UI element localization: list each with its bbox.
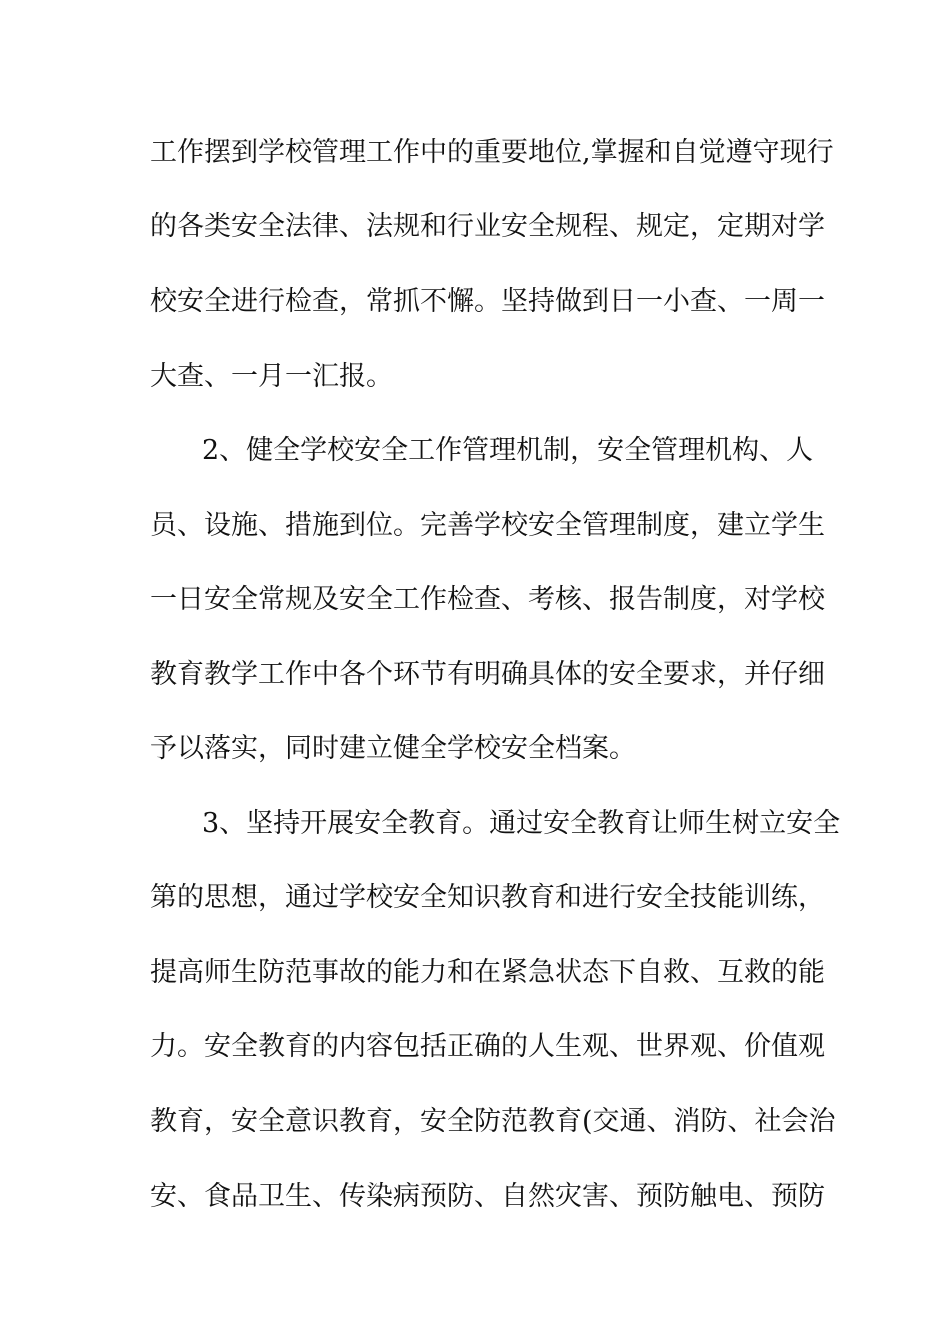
text-line: 大查、一月一汇报。	[150, 361, 393, 392]
paragraph-first-line: 3、坚持开展安全教育。通过安全教育让师生树立安全	[202, 808, 841, 839]
text-line: 力。安全教育的内容包括正确的人生观、世界观、价值观	[150, 1031, 825, 1062]
text-line: 一日安全常规及安全工作检查、考核、报告制度，对学校	[150, 584, 825, 615]
text-line: 予以落实，同时建立健全学校安全档案。	[150, 733, 636, 764]
text-line: 的各类安全法律、法规和行业安全规程、规定，定期对学	[150, 211, 825, 242]
text-line: 员、设施、措施到位。完善学校安全管理制度，建立学生	[150, 510, 825, 541]
text-line: 第的思想，通过学校安全知识教育和进行安全技能训练，	[150, 882, 825, 913]
text-line: 工作摆到学校管理工作中的重要地位,掌握和自觉遵守现行	[150, 137, 834, 168]
paragraph-first-line: 2、健全学校安全工作管理机制，安全管理机构、人	[202, 435, 814, 466]
text-line: 校安全进行检查，常抓不懈。坚持做到日一小查、一周一	[150, 286, 825, 317]
text-line: 教育，安全意识教育，安全防范教育(交通、消防、社会治	[150, 1106, 836, 1137]
text-line: 安、食品卫生、传染病预防、自然灾害、预防触电、预防	[150, 1181, 825, 1212]
text-line: 提高师生防范事故的能力和在紧急状态下自救、互救的能	[150, 957, 825, 988]
text-line: 教育教学工作中各个环节有明确具体的安全要求，并仔细	[150, 659, 825, 690]
